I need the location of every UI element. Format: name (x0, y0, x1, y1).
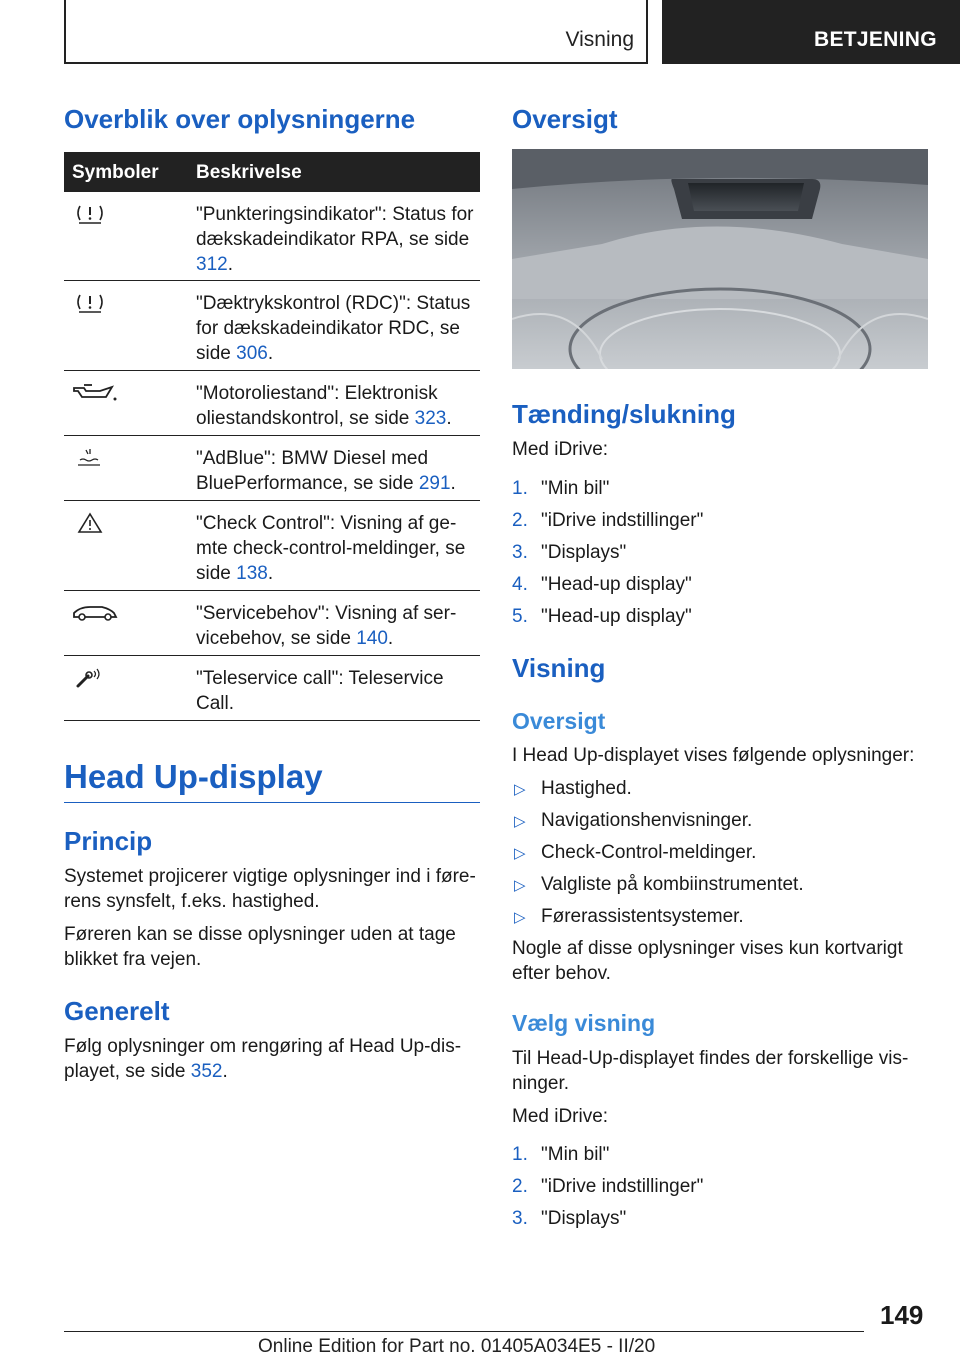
section-title-generelt: Generelt (64, 996, 170, 1026)
table-cell-description: "Teleservice call": Teleservice Call. (196, 668, 444, 714)
princip-paragraph-2: Føreren kan se disse oplysninger uden at tage blikket fra vejen. (64, 924, 456, 970)
table-cell-description: "Dæktrykskontrol (RDC)": Status for dækskadeindikator RDC, se side 306. (196, 293, 471, 364)
symbols-table (64, 152, 480, 721)
section-title-taending: Tænding/slukning (512, 399, 736, 429)
header-section: Visning (565, 28, 634, 51)
wrench-signal-icon (70, 666, 120, 690)
page-ref-link[interactable]: 138 (236, 563, 268, 584)
tire-pressure-warning-icon (70, 291, 120, 315)
generelt-paragraph: Følg oplysninger om rengøring af Head Up-dis-playet, se side 352. (64, 1036, 462, 1082)
table-cell-description: "Servicebehov": Visning af ser-vicebehov, se side 140. (196, 603, 457, 649)
footer-divider (64, 1331, 864, 1332)
table-cell-description: "Motoroliestand": Elektronisk oliestandskontrol, se side 323. (196, 383, 452, 429)
warning-triangle-icon (70, 511, 120, 535)
subsection-title-vaelg-visning: Vælg visning (512, 1010, 656, 1036)
table-cell-description: "Punkteringsindikator": Status for dækskadeindikator RPA, se side 312. (196, 204, 474, 275)
table-row (64, 281, 480, 371)
section-title-princip: Princip (64, 826, 153, 856)
table-row (64, 501, 480, 591)
section-title-visning: Visning (512, 653, 606, 683)
column-header-symbols: Symboler (72, 162, 159, 183)
info-intro: I Head Up-displayet vises følgende oplysninger: (512, 745, 915, 766)
page-ref-link[interactable]: 291 (418, 473, 451, 494)
adblue-icon (70, 446, 120, 470)
page-ref-link[interactable]: 352 (190, 1061, 223, 1082)
table-row (64, 192, 480, 281)
oil-can-icon (70, 381, 120, 405)
med-idrive-label: Med iDrive: (512, 439, 609, 460)
section-title-overblik: Overblik over oplysningerne (64, 104, 416, 134)
vaelg-paragraph: Til Head-Up-displayet findes der forskellige vis-ninger. (512, 1048, 909, 1094)
tire-pressure-warning-icon (70, 202, 120, 226)
princip-paragraph-1: Systemet projicerer vigtige oplysninger ind i føre-rens synsfelt, f.eks. hastighed. (64, 866, 476, 912)
subsection-title-oversigt: Oversigt (512, 708, 606, 734)
table-cell-description: "Check Control": Visning af ge-mte check-control-meldinger, se side 138. (196, 513, 466, 584)
table-row (64, 436, 480, 501)
page-ref-link[interactable]: 323 (414, 408, 447, 429)
page-number: 149 (880, 1300, 924, 1330)
head-up-display-photo (512, 149, 928, 369)
chapter-title-head-up: Head Up-display (64, 758, 480, 803)
table-row (64, 591, 480, 656)
page-ref-link[interactable]: 306 (236, 343, 268, 364)
service-car-icon (70, 601, 120, 625)
column-header-description: Beskrivelse (196, 162, 302, 183)
note-paragraph: Nogle af disse oplysninger vises kun kortvarigt efter behov. (512, 938, 903, 984)
page-ref-link[interactable]: 140 (356, 628, 388, 649)
page-header (64, 0, 960, 66)
table-cell-description: "AdBlue": BMW Diesel med BluePerformance, se side 291. (196, 448, 456, 494)
header-chapter: BETJENING (662, 0, 960, 64)
table-header (64, 152, 480, 192)
med-idrive-label: Med iDrive: (512, 1106, 609, 1127)
page-ref-link[interactable]: 312 (196, 254, 228, 275)
footer-edition: Online Edition for Part no. 01405A034E5 - II/20 (258, 1336, 656, 1357)
table-row (64, 371, 480, 436)
table-row (64, 656, 480, 721)
section-title-oversigt: Oversigt (512, 104, 618, 134)
